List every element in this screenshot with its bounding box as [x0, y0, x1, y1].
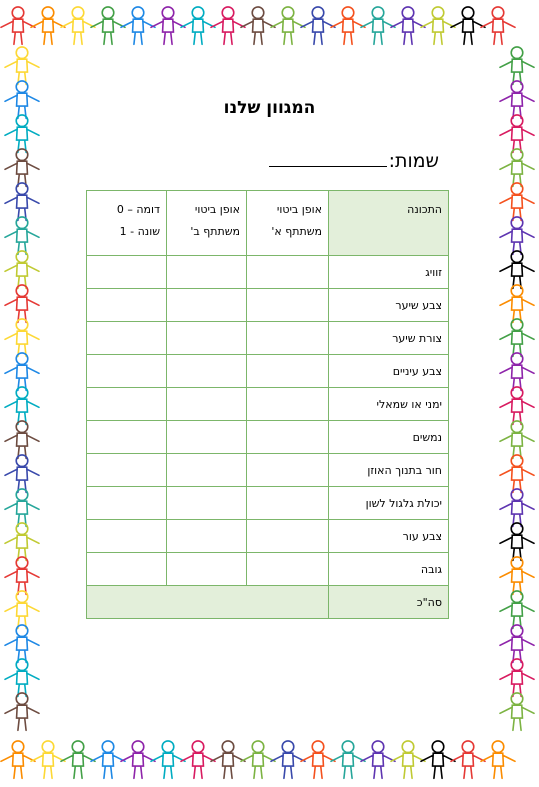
- stick-figure: [211, 741, 245, 778]
- names-label: שמות:: [388, 150, 439, 172]
- partner-b-cell[interactable]: [167, 487, 247, 520]
- row-feature-label: ימני או שמאלי: [329, 388, 449, 421]
- stick-figure: [5, 659, 39, 696]
- stick-figure: [271, 741, 305, 778]
- stick-figure: [241, 741, 275, 778]
- stick-figure: [91, 7, 125, 44]
- stick-figure: [5, 625, 39, 662]
- partner-b-cell[interactable]: [167, 256, 247, 289]
- partner-a-cell[interactable]: [247, 355, 329, 388]
- stick-figure: [500, 625, 534, 662]
- stick-figure: [500, 217, 534, 254]
- score-cell[interactable]: [87, 487, 167, 520]
- table-row: [87, 355, 449, 388]
- stick-figure: [451, 7, 485, 44]
- stick-figure: [5, 387, 39, 424]
- stick-figure: [151, 741, 185, 778]
- stick-figure: [500, 489, 534, 526]
- table-header-row: [87, 191, 449, 256]
- stick-figure: [500, 659, 534, 696]
- stick-figure: [301, 741, 335, 778]
- stick-figure: [500, 353, 534, 390]
- stick-figure: [500, 149, 534, 186]
- partner-a-cell[interactable]: [247, 553, 329, 586]
- header-partner-b: [167, 191, 247, 256]
- row-feature-label: גובה: [329, 553, 449, 586]
- partner-b-cell[interactable]: [167, 454, 247, 487]
- stick-figure: [500, 183, 534, 220]
- stick-figure: [5, 149, 39, 186]
- table-row: [87, 520, 449, 553]
- partner-b-cell[interactable]: [167, 520, 247, 553]
- table-row: [87, 487, 449, 520]
- stick-figure: [500, 557, 534, 594]
- stick-figure: [5, 421, 39, 458]
- score-cell[interactable]: [87, 355, 167, 388]
- stick-figure: [331, 741, 365, 778]
- partner-a-cell[interactable]: [247, 289, 329, 322]
- header-partner-a-line1: אופן ביטוי: [276, 203, 322, 216]
- stick-figure: [31, 741, 65, 778]
- stick-figure: [181, 741, 215, 778]
- stick-figure: [500, 115, 534, 152]
- partner-b-cell[interactable]: [167, 553, 247, 586]
- diversity-table: [86, 190, 449, 619]
- stick-figure: [500, 523, 534, 560]
- table-row: [87, 322, 449, 355]
- header-partner-a: [247, 191, 329, 256]
- stick-figure: [500, 455, 534, 492]
- stick-figure: [5, 251, 39, 288]
- table-row: [87, 256, 449, 289]
- stick-figure: [500, 387, 534, 424]
- score-cell[interactable]: [87, 421, 167, 454]
- row-feature-label: נמשים: [329, 421, 449, 454]
- stick-figure: [500, 319, 534, 356]
- names-underline: [269, 148, 387, 167]
- partner-a-cell[interactable]: [247, 388, 329, 421]
- stick-figure: [5, 353, 39, 390]
- table-row: [87, 388, 449, 421]
- score-cell[interactable]: [87, 553, 167, 586]
- stick-figure: [500, 421, 534, 458]
- names-field: [269, 148, 439, 172]
- stick-figure: [31, 7, 65, 44]
- partner-a-cell[interactable]: [247, 322, 329, 355]
- stick-figure: [5, 285, 39, 322]
- header-partner-b-line1: אופן ביטוי: [194, 203, 240, 216]
- stick-figure: [391, 7, 425, 44]
- stick-figure: [241, 7, 275, 44]
- stick-figure: [361, 7, 395, 44]
- header-score-line2: שונה - 1: [119, 225, 160, 238]
- row-feature-label: זוויג: [329, 256, 449, 289]
- score-cell[interactable]: [87, 454, 167, 487]
- row-feature-label: צורת שיער: [329, 322, 449, 355]
- stick-figure: [91, 741, 125, 778]
- stick-figure: [5, 489, 39, 526]
- row-feature-label: יכולת גלגול לשון: [329, 487, 449, 520]
- score-cell[interactable]: [87, 289, 167, 322]
- stick-figure: [500, 285, 534, 322]
- stick-figure: [451, 741, 485, 778]
- stick-figure: [121, 741, 155, 778]
- stick-figure: [271, 7, 305, 44]
- partner-b-cell[interactable]: [167, 421, 247, 454]
- partner-a-cell[interactable]: [247, 520, 329, 553]
- partner-a-cell[interactable]: [247, 487, 329, 520]
- stick-figure: [391, 741, 425, 778]
- stick-figure: [5, 523, 39, 560]
- stick-figure: [331, 7, 365, 44]
- stick-figure: [181, 7, 215, 44]
- header-partner-b-line2: משתתף ב': [190, 225, 240, 238]
- score-cell[interactable]: [87, 322, 167, 355]
- table-row: [87, 553, 449, 586]
- stick-figure: [421, 741, 455, 778]
- stick-figure: [301, 7, 335, 44]
- stick-figure: [5, 183, 39, 220]
- stick-figure: [61, 7, 95, 44]
- stick-figure: [500, 591, 534, 628]
- stick-figure: [500, 47, 534, 84]
- stick-figure: [5, 47, 39, 84]
- stick-figure: [61, 741, 95, 778]
- total-cell[interactable]: [87, 586, 329, 619]
- header-partner-a-line2: משתתף א': [271, 225, 322, 238]
- table-total-row: [87, 586, 449, 619]
- stick-figure: [500, 693, 534, 730]
- stick-figure: [500, 251, 534, 288]
- score-cell[interactable]: [87, 388, 167, 421]
- header-score-line1: דומה – 0: [116, 203, 160, 216]
- partner-a-cell[interactable]: [247, 256, 329, 289]
- header-feature: התכונה: [329, 191, 449, 256]
- stick-figure: [5, 557, 39, 594]
- total-label: סה"כ: [329, 586, 449, 619]
- score-cell[interactable]: [87, 256, 167, 289]
- page-title: המגוון שלנו: [223, 98, 316, 118]
- stick-figure: [421, 7, 455, 44]
- stick-figure: [5, 693, 39, 730]
- stick-figure: [151, 7, 185, 44]
- partner-a-cell[interactable]: [247, 454, 329, 487]
- stick-figure: [5, 115, 39, 152]
- row-feature-label: צבע עור: [329, 520, 449, 553]
- partner-b-cell[interactable]: [167, 322, 247, 355]
- stick-figure: [5, 217, 39, 254]
- header-score: [87, 191, 167, 256]
- partner-b-cell[interactable]: [167, 388, 247, 421]
- table-row: [87, 421, 449, 454]
- stick-figure: [5, 591, 39, 628]
- partner-b-cell[interactable]: [167, 355, 247, 388]
- row-feature-label: צבע עיניים: [329, 355, 449, 388]
- partner-b-cell[interactable]: [167, 289, 247, 322]
- stick-figure: [481, 7, 515, 44]
- row-feature-label: צבע שיער: [329, 289, 449, 322]
- stick-figure: [1, 7, 35, 44]
- stick-figure: [5, 319, 39, 356]
- stick-figure: [1, 741, 35, 778]
- table-row: [87, 289, 449, 322]
- partner-a-cell[interactable]: [247, 421, 329, 454]
- row-feature-label: חור בתנוך האוזן: [329, 454, 449, 487]
- stick-figure: [5, 455, 39, 492]
- stick-figure: [481, 741, 515, 778]
- stick-figure: [361, 741, 395, 778]
- stick-figure: [121, 7, 155, 44]
- stick-figure: [211, 7, 245, 44]
- score-cell[interactable]: [87, 520, 167, 553]
- table-row: [87, 454, 449, 487]
